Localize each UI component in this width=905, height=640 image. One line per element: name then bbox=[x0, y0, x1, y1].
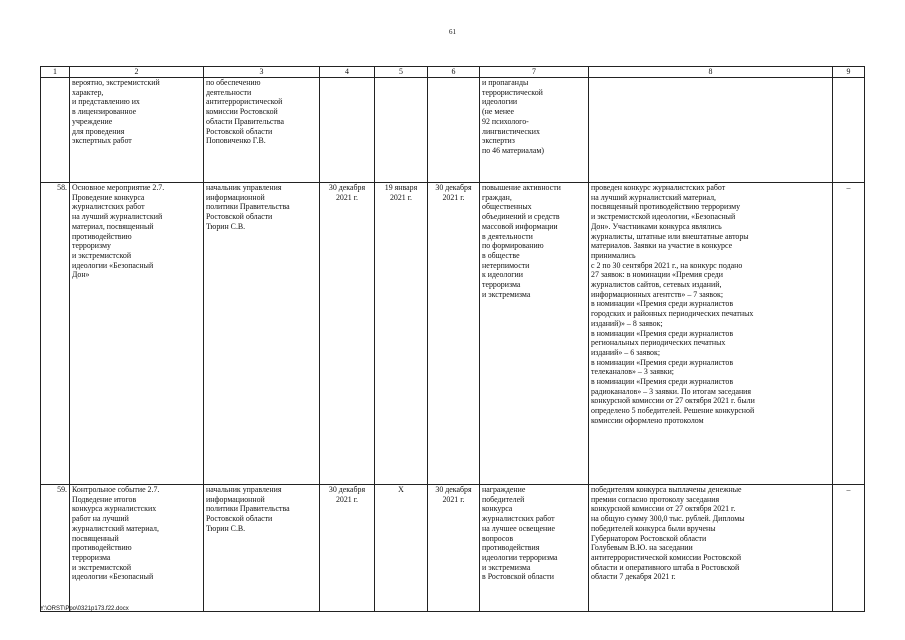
start-date-cell: 19 января 2021 г. bbox=[375, 183, 428, 485]
responsible-cell: начальник управления информационной политики Правительства Ростовской области Тюрин С.В. bbox=[204, 183, 320, 485]
column-header: 7 bbox=[480, 67, 589, 78]
row-number-cell bbox=[41, 78, 70, 183]
row-number-cell: 59. bbox=[41, 485, 70, 612]
column-header: 6 bbox=[428, 67, 480, 78]
planned-date-cell bbox=[320, 78, 375, 183]
notes-cell bbox=[833, 78, 865, 183]
row-number-cell: 58. bbox=[41, 183, 70, 485]
activity-cell: Контрольное событие 2.7. Подведение итогов конкурса журналистских работ на лучший журналистский материал, посвященный противодействию терроризма и экстремистской идеологии «Безопасный bbox=[70, 485, 204, 612]
planned-date-cell: 30 декабря 2021 г. bbox=[320, 183, 375, 485]
actual-result-cell: проведен конкурс журналистских работ на лучший журналистский материал, посвященный противодействию терроризму и экстремистской идеологии, «Безопасный Дон». Участниками конкурса являлись журналисты, штатные или внештатные авторы материалов. Заявки на участие в конкурсе принимались с 2 по 30 сентября 2021 г., на конкурс подано 27 заявок: в номинации «Премия среди журналистов сайтов, сетевых изданий, информационных агентств» – 7 заявок; в номинации «Премия среди журналистов городских и районных периодических печатных изданий)» – 8 заявок; в номинации «Премия среди журналистов региональных периодических печатных изданий» – 6 заявок; в номинации «Премия среди журналистов телеканалов» – 3 заявки; в номинации «Премия среди журналистов радиоканалов» – 3 заявки. По итогам заседания конкурсной комиссии от 27 октября 2021 г. были определено 5 победителей. Решение конкурсной комиссии оформлено протоколом bbox=[589, 183, 833, 485]
expected-result-cell: повышение активности граждан, общественных объединений и средств массовой информации в деятельности по формированию в обществе нетерпимости к идеологии терроризма и экстремизма bbox=[480, 183, 589, 485]
column-header: 1 bbox=[41, 67, 70, 78]
column-header: 4 bbox=[320, 67, 375, 78]
column-header: 8 bbox=[589, 67, 833, 78]
notes-cell: – bbox=[833, 183, 865, 485]
activity-cell: вероятно, экстремистский характер, и представлению их в лицензированное учреждение для проведения экспертных работ bbox=[70, 78, 204, 183]
activity-cell: Основное мероприятие 2.7. Проведение конкурса журналистских работ на лучший журналистский материал, посвященный противодействию терроризму и экстремистской идеологии «Безопасный Дон» bbox=[70, 183, 204, 485]
column-header: 3 bbox=[204, 67, 320, 78]
document-file-path: Y:\ORST\Ppo\0321p173.f22.docx bbox=[40, 606, 129, 612]
table-row-continuation bbox=[41, 78, 865, 183]
report-table bbox=[40, 66, 865, 612]
expected-result-cell: награждение победителей конкурса журналистских работ на лучшее освещение вопросов противодействия идеологии терроризма и экстремизма в Ростовской области bbox=[480, 485, 589, 612]
actual-result-cell: победителям конкурса выплачены денежные премии согласно протоколу заседания конкурсной комиссии от 27 октября 2021 г. на общую сумму 300,0 тыс. рублей. Дипломы победителей конкурса были вручены Губернатором Ростовской области Голубевым В.Ю. на заседании антитеррористической комиссии Ростовской области и оперативного штаба в Ростовской области 7 декабря 2021 г. bbox=[589, 485, 833, 612]
column-header: 5 bbox=[375, 67, 428, 78]
header-row bbox=[41, 67, 865, 78]
start-date-cell bbox=[375, 78, 428, 183]
start-date-cell: Х bbox=[375, 485, 428, 612]
responsible-cell: начальник управления информационной политики Правительства Ростовской области Тюрин С.В. bbox=[204, 485, 320, 612]
actual-result-cell bbox=[589, 78, 833, 183]
end-date-cell: 30 декабря 2021 г. bbox=[428, 183, 480, 485]
responsible-cell: по обеспечению деятельности антитеррористической комиссии Ростовской области Правительства Ростовской области Поповиченко Г.В. bbox=[204, 78, 320, 183]
notes-cell: – bbox=[833, 485, 865, 612]
column-header: 2 bbox=[70, 67, 204, 78]
table-row-58 bbox=[41, 183, 865, 485]
planned-date-cell: 30 декабря 2021 г. bbox=[320, 485, 375, 612]
page-number: 61 bbox=[449, 28, 456, 36]
end-date-cell: 30 декабря 2021 г. bbox=[428, 485, 480, 612]
end-date-cell bbox=[428, 78, 480, 183]
table-row-59 bbox=[41, 485, 865, 612]
expected-result-cell: и пропаганды террористической идеологии (не менее 92 психолого- лингвистических экспертиз по 46 материалам) bbox=[480, 78, 589, 183]
column-header: 9 bbox=[833, 67, 865, 78]
